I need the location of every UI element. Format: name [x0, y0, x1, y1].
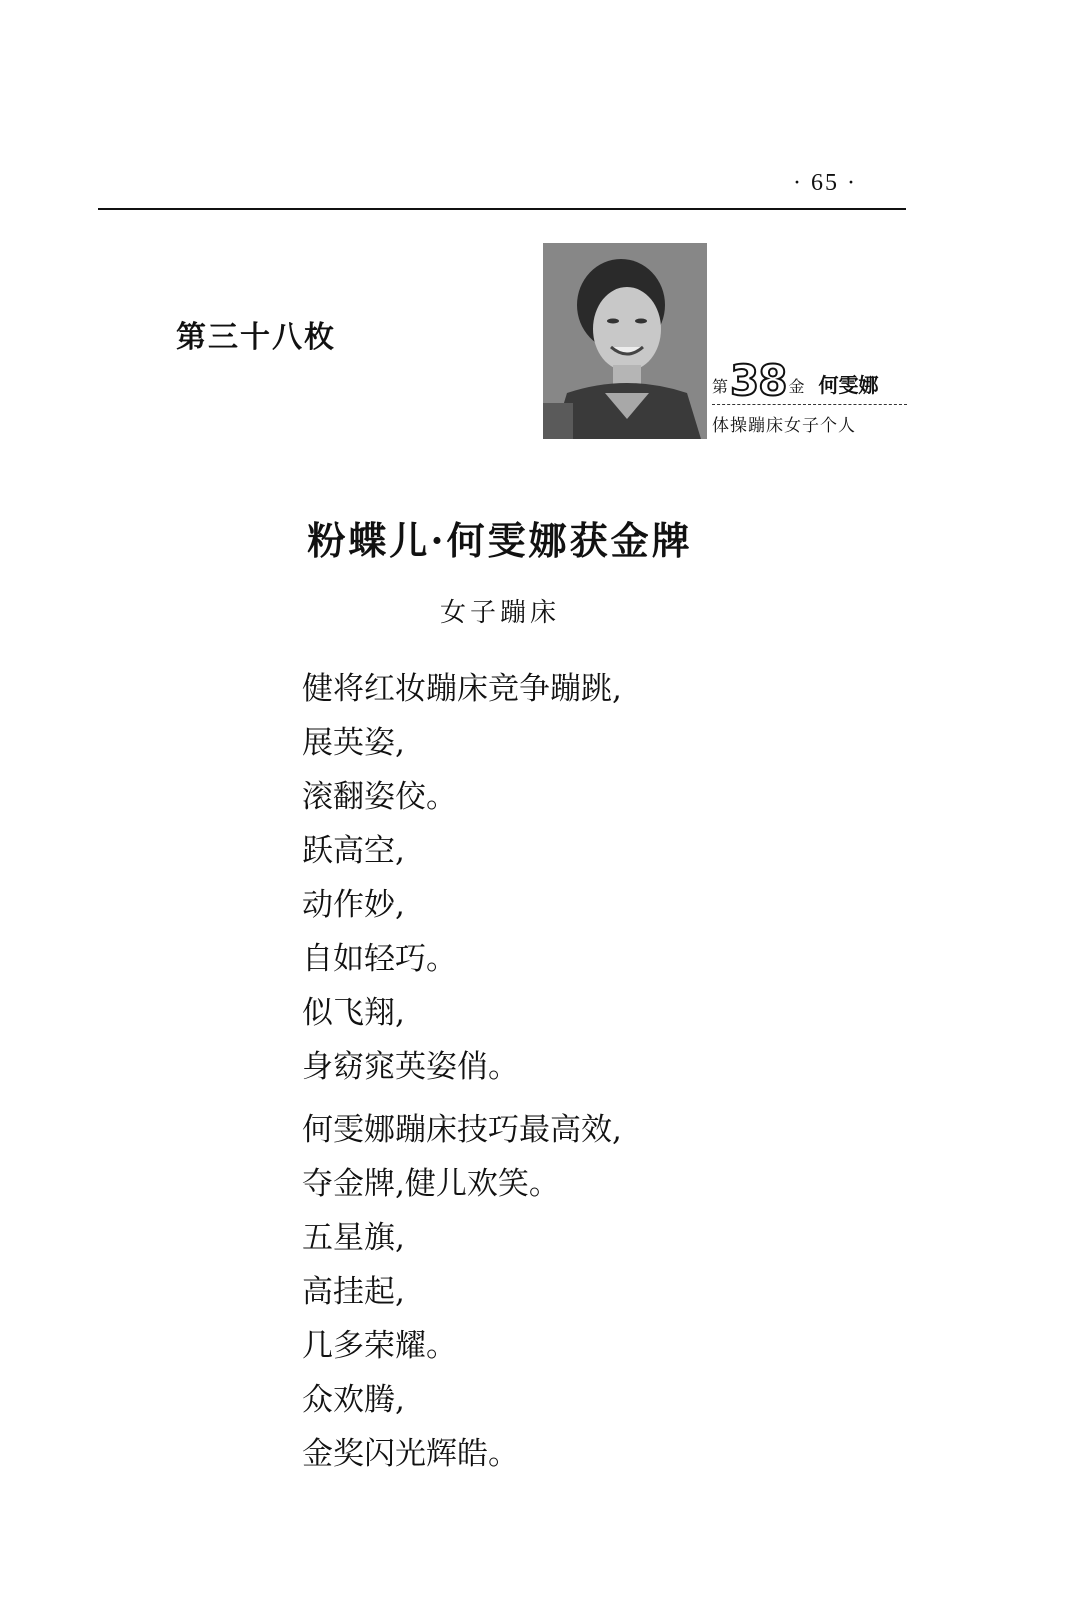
poem-line: 动作妙,: [302, 887, 405, 923]
medal-suffix: 金: [788, 377, 805, 396]
poem-subtitle: 女子蹦床: [439, 598, 560, 628]
poem-title: 粉蝶儿·何雯娜获金牌: [307, 518, 693, 563]
poem-line: 自如轻巧。: [302, 941, 457, 977]
poem-line: 何雯娜蹦床技巧最高效,: [302, 1112, 622, 1148]
poem-line: 五星旗,: [302, 1220, 405, 1256]
poem-line: 展英姿,: [302, 725, 405, 761]
medal-number: 38: [730, 356, 787, 405]
poem-stanza-2: [302, 1103, 622, 1481]
header-rule: [98, 208, 906, 210]
poem-line: 健将红妆蹦床竞争蹦跳,: [302, 671, 622, 707]
poem-line: 金奖闪光辉皓。: [302, 1436, 519, 1472]
section-label: 第三十八枚: [176, 320, 336, 355]
athlete-name: 何雯娜: [818, 373, 879, 397]
poem-line: 夺金牌,健儿欢笑。: [302, 1166, 560, 1202]
poem-line: 滚翻姿佼。: [302, 779, 457, 815]
athlete-photo: [543, 243, 707, 439]
athlete-portrait-image: [543, 243, 707, 439]
medal-caption: [712, 356, 907, 436]
medal-prefix: 第: [712, 377, 729, 396]
poem-line: 众欢腾,: [302, 1382, 405, 1418]
poem-line: 跃高空,: [302, 833, 405, 869]
poem-line: 高挂起,: [302, 1274, 405, 1310]
medal-row: [712, 356, 907, 405]
poem-stanza-1: [302, 662, 622, 1094]
page-number: · 65 ·: [793, 170, 857, 196]
poem-line: 身窈窕英姿俏。: [302, 1049, 519, 1085]
poem-line: 几多荣耀。: [302, 1328, 457, 1364]
event-name: 体操蹦床女子个人: [712, 416, 856, 436]
poem-line: 似飞翔,: [302, 995, 405, 1031]
